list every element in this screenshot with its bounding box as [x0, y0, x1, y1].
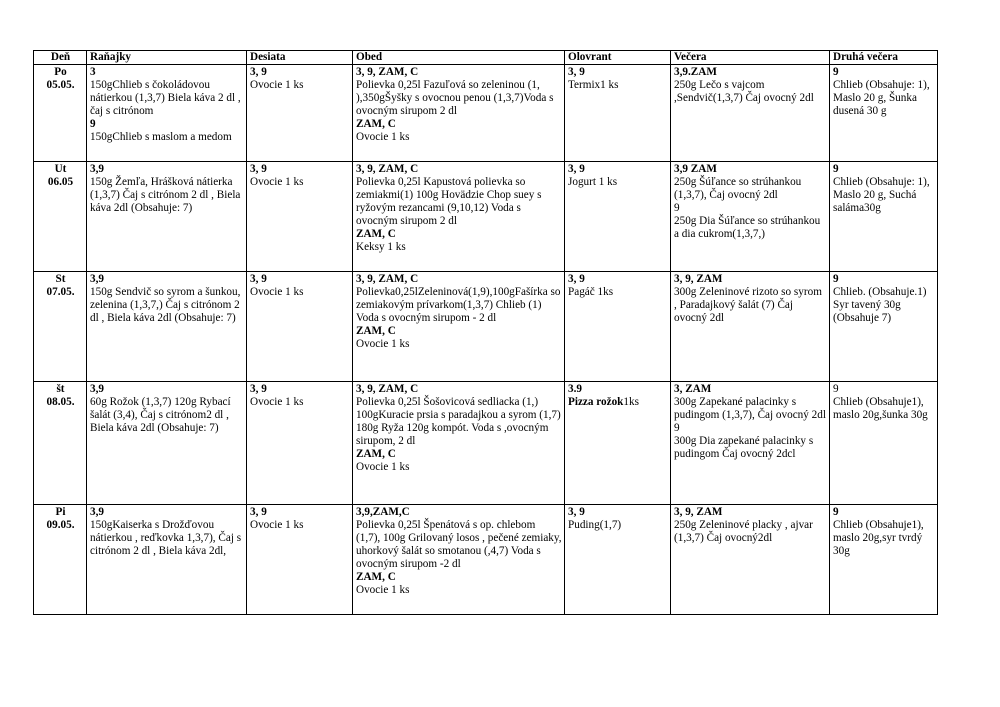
meal-text: 9	[833, 383, 839, 395]
meal-text: Chlieb (Obsahuje1), maslo 20g,šunka 30g	[833, 396, 928, 421]
meal-text: 250g Lečo s vajcom ,Sendvič(1,3,7) Čaj ovocný 2dl	[674, 79, 814, 104]
meal-text: Ovocie 1 ks	[250, 176, 304, 188]
allergen-code: 3,9	[90, 273, 104, 285]
meal-cell-breakfast	[87, 505, 247, 615]
header-lunch: Obed	[353, 51, 565, 65]
allergen-code: 3,9	[90, 383, 104, 395]
allergen-code: 3, ZAM	[674, 383, 712, 395]
day-name: St	[55, 273, 66, 285]
allergen-code: 3, 9, ZAM, C	[356, 273, 419, 285]
header-day: Deň	[34, 51, 87, 65]
meal-cell-snack	[247, 382, 353, 505]
weekly-menu-table	[33, 50, 938, 615]
allergen-code: 3, 9	[250, 273, 267, 285]
meal-text: Polievka 0,25l Fazuľová so zeleninou (1, ),350gŠyšky s ovocnou penou (1,3,7)Voda s ovocným sirupom 2 dl	[356, 79, 554, 117]
meal-cell-lunch	[353, 272, 565, 382]
allergen-code: ZAM, C	[356, 571, 396, 583]
allergen-code: 9	[833, 506, 839, 518]
allergen-code: ZAM, C	[356, 448, 396, 460]
allergen-code: 3,9	[90, 506, 104, 518]
allergen-code: 3.9	[568, 383, 582, 395]
allergen-code: 9	[833, 163, 839, 175]
meal-text: Puding(1,7)	[568, 519, 622, 531]
header-row	[34, 51, 938, 65]
meal-cell-second-dinner	[830, 272, 938, 382]
day-cell	[34, 505, 87, 615]
allergen-code: 3, 9	[568, 273, 585, 285]
meal-cell-breakfast	[87, 65, 247, 162]
meal-text: Polievka 0,25l Šošovicová sedliacka (1,) 100gKuracie prsia s paradajkou a syrom (1,7) 180g Ryža 120g kompót. Voda s ,ovocným sirupom, 2 dl	[356, 396, 561, 447]
allergen-code: ZAM, C	[356, 325, 396, 337]
meal-cell-afternoon-snack	[565, 162, 671, 272]
meal-text: 150gChlieb s čokoládovou nátierkou (1,3,7) Biela káva 2 dl , čaj s citrónom	[90, 79, 241, 117]
meal-text: 1ks	[623, 396, 639, 408]
header-snack: Desiata	[247, 51, 353, 65]
day-name: Ut	[54, 163, 67, 175]
meal-cell-lunch	[353, 382, 565, 505]
meal-text: 250g Šúľance so strúhankou (1,3,7), Čaj ovocný 2dl	[674, 176, 802, 201]
allergen-code: 9	[833, 273, 839, 285]
meal-text: Chlieb. (Obsahuje.1) Syr tavený 30g (Obsahuje 7)	[833, 286, 927, 324]
meal-cell-dinner	[671, 382, 830, 505]
allergen-code: 3, 9, ZAM	[674, 273, 723, 285]
allergen-code: 3,9 ZAM	[674, 163, 717, 175]
day-row	[34, 65, 938, 162]
meal-cell-lunch	[353, 162, 565, 272]
meal-text: 9	[674, 202, 680, 214]
meal-cell-snack	[247, 505, 353, 615]
header-second-dinner: Druhá večera	[830, 51, 938, 65]
day-row	[34, 272, 938, 382]
meal-cell-dinner	[671, 272, 830, 382]
meal-text: Chlieb (Obsahuje: 1), Maslo 20 g, Suchá saláma30g	[833, 176, 930, 214]
day-cell	[34, 65, 87, 162]
allergen-code: 3, 9	[250, 383, 267, 395]
allergen-code: 3, 9	[250, 506, 267, 518]
allergen-code: 3, 9	[250, 163, 267, 175]
allergen-code: 3, 9	[568, 66, 585, 78]
day-name: Pi	[55, 506, 66, 518]
meal-cell-afternoon-snack	[565, 65, 671, 162]
meal-text: Pagáč 1ks	[568, 286, 614, 298]
allergen-code: 9	[90, 118, 96, 130]
meal-text: 300g Dia zapekané palacinky s pudingom Čaj ovocný 2dcl	[674, 435, 814, 460]
meal-text: 150gKaiserka s Drožďovou nátierkou , reďkovka 1,3,7), Čaj s citrónom 2 dl , Biela káva 2dl,	[90, 519, 242, 557]
day-name: Po	[54, 66, 67, 78]
allergen-code: 3,9.ZAM	[674, 66, 717, 78]
meal-text: 9	[674, 422, 680, 434]
allergen-code: 3,9,ZAM,C	[356, 506, 410, 518]
meal-cell-breakfast	[87, 272, 247, 382]
meal-text: Polievka 0,25l Špenátová s op. chlebom (1,7), 100g Grilovaný losos , pečené zemiaky, uhorkový šalát so smotanou (,4,7) Voda s ovocným sirupom -2 dl	[356, 519, 562, 570]
meal-cell-afternoon-snack	[565, 382, 671, 505]
meal-text: 250g Zeleninové placky , ajvar (1,3,7) Čaj ovocný2dl	[674, 519, 813, 544]
meal-cell-second-dinner	[830, 505, 938, 615]
meal-cell-dinner	[671, 505, 830, 615]
meal-text: Ovocie 1 ks	[356, 584, 410, 596]
meal-cell-dinner	[671, 162, 830, 272]
meal-cell-lunch	[353, 65, 565, 162]
meal-cell-afternoon-snack	[565, 505, 671, 615]
menu-body	[34, 65, 938, 615]
meal-text: Chlieb (Obsahuje: 1), Maslo 20 g, Šunka dusená 30 g	[833, 79, 930, 117]
meal-cell-second-dinner	[830, 65, 938, 162]
allergen-code: 3	[90, 66, 96, 78]
allergen-code: 3, 9, ZAM, C	[356, 163, 419, 175]
meal-text: Polievka0,25lZeleninová(1,9),100gFašírka so zemiakovým prívarkom(1,3,7) Chlieb (1) Voda s ovocným sirupom - 2 dl	[356, 286, 561, 324]
day-date: 07.05.	[46, 286, 75, 298]
meal-text: Ovocie 1 ks	[356, 131, 410, 143]
day-date: 06.05	[47, 176, 74, 188]
day-row	[34, 382, 938, 505]
meal-text: Ovocie 1 ks	[250, 519, 304, 531]
allergen-code: Pizza rožok1ks	[568, 396, 639, 408]
allergen-code: ZAM, C	[356, 118, 396, 130]
allergen-code: 3, 9, ZAM, C	[356, 66, 419, 78]
day-cell	[34, 162, 87, 272]
meal-text: Termix1 ks	[568, 79, 619, 91]
day-name: št	[56, 383, 65, 395]
meal-text: Polievka 0,25l Kapustová polievka so zemiakmi(1) 100g Hovädzie Chop suey s ryžovým rezancami (9,10,12) Voda s ovocným sirupom 2 dl	[356, 176, 542, 227]
day-date: 09.05.	[46, 519, 75, 531]
meal-cell-dinner	[671, 65, 830, 162]
meal-cell-breakfast	[87, 382, 247, 505]
meal-cell-second-dinner	[830, 162, 938, 272]
day-date: 08.05.	[46, 396, 75, 408]
meal-text: 300g Zeleninové rizoto so syrom , Paradajkový šalát (7) Čaj ovocný 2dl	[674, 286, 822, 324]
meal-cell-snack	[247, 65, 353, 162]
allergen-code: 3, 9, ZAM, C	[356, 383, 419, 395]
meal-cell-snack	[247, 162, 353, 272]
meal-text: 150g Sendvič so syrom a šunkou, zelenina (1,3,7,) Čaj s citrónom 2 dl , Biela káva 2dl (Obsahuje: 7)	[90, 286, 241, 324]
meal-cell-breakfast	[87, 162, 247, 272]
meal-text: 300g Zapekané palacinky s pudingom (1,3,7), Čaj ovocný 2dl	[674, 396, 826, 421]
allergen-code: ZAM, C	[356, 228, 396, 240]
allergen-code: 9	[833, 66, 839, 78]
allergen-code: 3, 9	[568, 163, 585, 175]
meal-text: Ovocie 1 ks	[250, 286, 304, 298]
meal-text: Ovocie 1 ks	[250, 79, 304, 91]
header-afternoon-snack: Olovrant	[565, 51, 671, 65]
meal-cell-second-dinner	[830, 382, 938, 505]
day-cell	[34, 382, 87, 505]
day-row	[34, 162, 938, 272]
meal-text: Ovocie 1 ks	[250, 396, 304, 408]
meal-text: Chlieb (Obsahuje1), maslo 20g,syr tvrdý 30g	[833, 519, 924, 557]
allergen-code: 3,9	[90, 163, 104, 175]
allergen-code: 3, 9	[250, 66, 267, 78]
meal-cell-lunch	[353, 505, 565, 615]
meal-text: Keksy 1 ks	[356, 241, 406, 253]
day-date: 05.05.	[46, 79, 75, 91]
meal-cell-snack	[247, 272, 353, 382]
header-breakfast: Raňajky	[87, 51, 247, 65]
meal-cell-afternoon-snack	[565, 272, 671, 382]
meal-text: Jogurt 1 ks	[568, 176, 618, 188]
header-dinner: Večera	[671, 51, 830, 65]
meal-text: Ovocie 1 ks	[356, 338, 410, 350]
meal-text: Ovocie 1 ks	[356, 461, 410, 473]
meal-text: 150gChlieb s maslom a medom	[90, 131, 232, 143]
meal-text: 150g Žemľa, Hrášková nátierka (1,3,7) Čaj s citrónom 2 dl , Biela káva 2dl (Obsahuje: 7)	[90, 176, 241, 214]
allergen-code: 3, 9	[568, 506, 585, 518]
allergen-code: 3, 9, ZAM	[674, 506, 723, 518]
day-row	[34, 505, 938, 615]
meal-text: 250g Dia Šúľance so strúhankou a dia cukrom(1,3,7,)	[674, 215, 821, 240]
day-cell	[34, 272, 87, 382]
meal-text: 60g Rožok (1,3,7) 120g Rybací šalát (3,4), Čaj s citrónom2 dl , Biela káva 2dl (Obsahuje: 7)	[90, 396, 231, 434]
